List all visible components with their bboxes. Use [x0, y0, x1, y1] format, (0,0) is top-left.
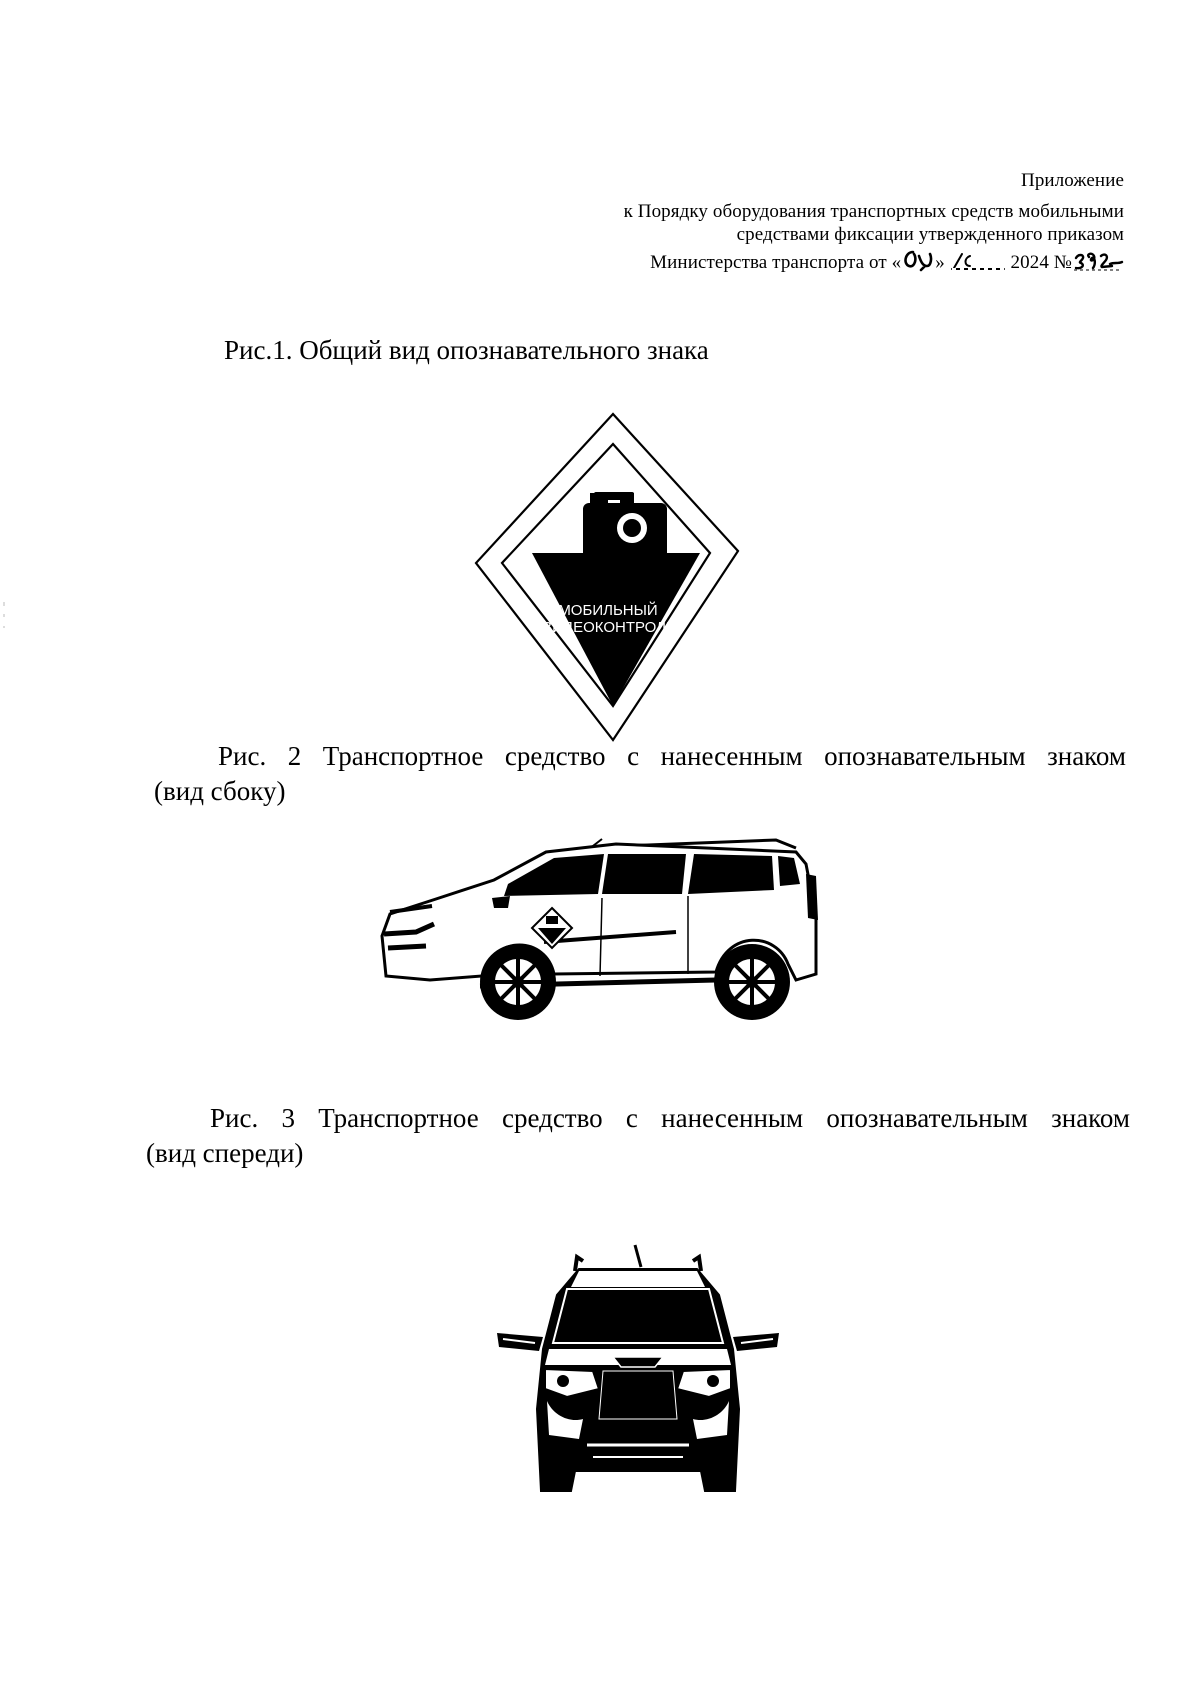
handwritten-number	[1072, 248, 1124, 274]
handwritten-month	[950, 248, 1006, 274]
sign-text-line2: ВИДЕОКОНТРОЛЬ	[542, 619, 676, 636]
figure-3-caption-line2: (вид спереди)	[146, 1138, 304, 1168]
scan-margin-marks	[2, 600, 8, 640]
figure-1-caption: Рис.1. Общий вид опознавательного знака	[224, 335, 709, 365]
car-side-view-image	[376, 824, 896, 1044]
handwritten-day	[901, 248, 935, 274]
car-front-view-image	[487, 1239, 787, 1499]
rear-wheel	[714, 944, 790, 1020]
appendix-line-2: к Порядку оборудования транспортных средств мобильными	[623, 201, 1124, 222]
ministry-prefix: Министерства транспорта от «	[650, 252, 902, 273]
appendix-title: Приложение	[1021, 170, 1124, 191]
appendix-line-3: средствами фиксации утвержденного приказом	[736, 224, 1124, 245]
figure-3-caption	[146, 1101, 1130, 1171]
identification-sign	[466, 410, 742, 746]
figure-2-caption-line1: Рис. 2 Транспортное средство с нанесенным опознавательным знаком	[218, 741, 1126, 771]
appendix-line-4	[650, 248, 1124, 274]
front-wheel	[480, 944, 556, 1020]
sign-text-line1: МОБИЛЬНЫЙ	[558, 602, 658, 619]
figure-3-caption-line1: Рис. 3 Транспортное средство с нанесенным опознавательным знаком	[210, 1103, 1130, 1133]
ministry-mid: »	[935, 252, 945, 273]
ministry-year: 2024 №	[1010, 252, 1072, 273]
figure-2-caption-line2: (вид сбоку)	[154, 776, 286, 806]
figure-2-caption	[154, 739, 1126, 809]
